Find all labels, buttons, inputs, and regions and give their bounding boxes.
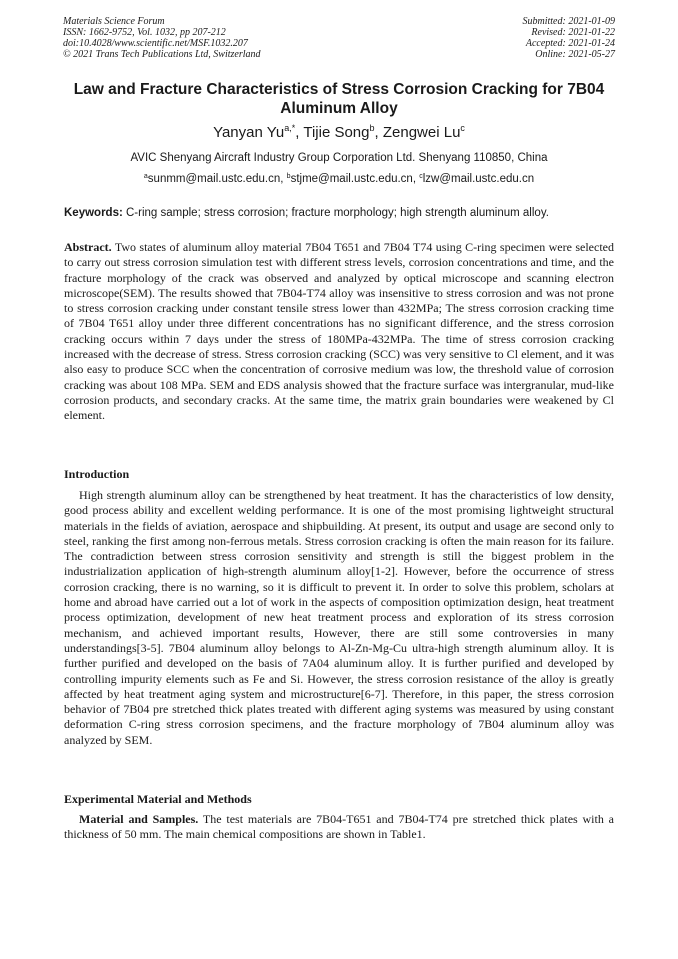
author-list (40, 124, 638, 142)
author-separator: , (295, 124, 304, 141)
email-link[interactable]: sunmm@mail.ustc.edu.cn (147, 173, 281, 185)
author-name: Zengwei Lu (382, 124, 461, 141)
journal-info (63, 16, 261, 60)
paper-title: Law and Fracture Characteristics of Stress Corrosion Cracking for 7B04 Aluminum Alloy (73, 81, 605, 117)
introduction-text: High strength aluminum alloy can be strengthened by heat treatment. It has the characteristics of low density, good process ability and excellent welding performance. It is one of the most promising lightweight structural materials in the fields of aviation, aerospace and shipbuilding. At present, its output and usage are second only to steel, ranking the first among non-ferrous metals. Stress corrosion cracking is often the main reason for its failure. The contradiction between stress corrosion sensitivity and strength is still the biggest problem in the industrialization application of high-strength aluminum alloy[1-2]. However, before the occurrence of stress corrosion cracking, there is no warning, so it is difficult to prevent it. In order to solve this problem, scholars at home and abroad have carried out a lot of work in the aspects of composition optimization design, heat treatment process optimization, development of new heat treatment process and exploration of its stress corrosion mechanism, and achieved important results, However, there are still some controversies in many understandings[3-5]. 7B04 aluminum alloy belongs to Al-Zn-Mg-Cu ultra-high strength aluminum alloy. It is further purified and developed on the basis of 7A04 aluminum alloy. It is further purified and developed by controlling impurity elements such as Fe and Si. However, the stress corrosion resistance of the alloy is greatly affected by heat treatment aging system and microstructure[6-7]. Therefore, in this paper, the stress corrosion behavior of 7B04 pre stretched thick plates treated with different aging systems was measured by using constant deformation C-ring stress corrosion specimens, and the fracture morphology of 7B04 aluminum alloy was analyzed by SEM. (64, 488, 614, 747)
journal-doi: doi:10.4028/www.scientific.net/MSF.1032.207 (63, 38, 248, 49)
email-mark: c (419, 173, 423, 180)
abstract-label: Abstract. (64, 240, 112, 254)
material-samples-paragraph (64, 812, 614, 843)
keywords (64, 206, 614, 220)
email-link[interactable]: lzw@mail.ustc.edu.cn (422, 173, 535, 185)
abstract (64, 240, 614, 424)
date-online: Online: 2021-05-27 (535, 49, 615, 60)
material-samples-heading: Material and Samples. (79, 812, 199, 826)
keywords-label: Keywords: (64, 207, 123, 219)
email-mark: a (143, 173, 148, 180)
email-mark: b (286, 173, 291, 180)
introduction-heading: Introduction (64, 467, 130, 481)
experimental-heading: Experimental Material and Methods (64, 792, 252, 806)
author-affiliation-mark: b (369, 123, 375, 133)
material-samples-text: The test materials are 7B04-T651 and 7B04-T74 pre stretched thick plates with a thickness of 50 mm. The main chemical compositions are shown in Table1. (64, 812, 614, 842)
journal-issn: ISSN: 1662-9752, Vol. 1032, pp 207-212 (63, 27, 226, 38)
author-emails (40, 172, 638, 186)
keywords-text: C-ring sample; stress corrosion; fracture morphology; high strength aluminum alloy. (126, 207, 549, 219)
journal-copyright: © 2021 Trans Tech Publications Ltd, Switzerland (63, 49, 261, 60)
abstract-text: Two states of aluminum alloy material 7B04 T651 and 7B04 T74 using C-ring specimen were selected to carry out stress corrosion simulation test with different stress levels, corrosion concentrations and time, and the fracture morphology of the crack was observed and analyzed by optical microscope and scanning electron microscope(SEM). The results showed that 7B04-T74 alloy was insensitive to stress corrosion and was not prone to stress corrosion cracking under constant tensile stress lower than 432MPa; The stress corrosion cracking time of 7B04 T651 alloy under three different concentrations has no significant difference, and the stress corrosion cracking occurs within 7 days under the stress of 180MPa-432MPa. The time of stress corrosion cracking increased with the decrease of stress. Stress corrosion cracking (SCC) was very sensitive to Cl element, and it was also easy to produce SCC when the concentration of corrosive medium was low, the threshold value of corrosion cracking was about 108 MPa. SEM and EDS analysis showed that the fracture surface was intergranular, mud-like corrosion products, and secondary cracks. At the same time, the matrix grain boundaries were weakened by Cl element. (64, 240, 614, 423)
email-link[interactable]: stjme@mail.ustc.edu.cn (290, 173, 413, 185)
author-separator: , (374, 124, 383, 141)
date-submitted: Submitted: 2021-01-09 (522, 16, 615, 27)
date-accepted: Accepted: 2021-01-24 (525, 38, 615, 49)
author-affiliation-mark: c (460, 123, 465, 133)
author-name: Yanyan Yu (213, 124, 285, 141)
publication-dates (523, 16, 616, 60)
author-name: Tijie Song (303, 124, 370, 141)
email-separator: , (280, 173, 287, 185)
email-separator: , (412, 173, 420, 185)
date-revised: Revised: 2021-01-22 (531, 27, 615, 38)
author-affiliation-mark: a,* (284, 123, 296, 133)
affiliation: AVIC Shenyang Aircraft Industry Group Corporation Ltd. Shenyang 110850, China (130, 152, 548, 164)
journal-name: Materials Science Forum (63, 16, 165, 27)
